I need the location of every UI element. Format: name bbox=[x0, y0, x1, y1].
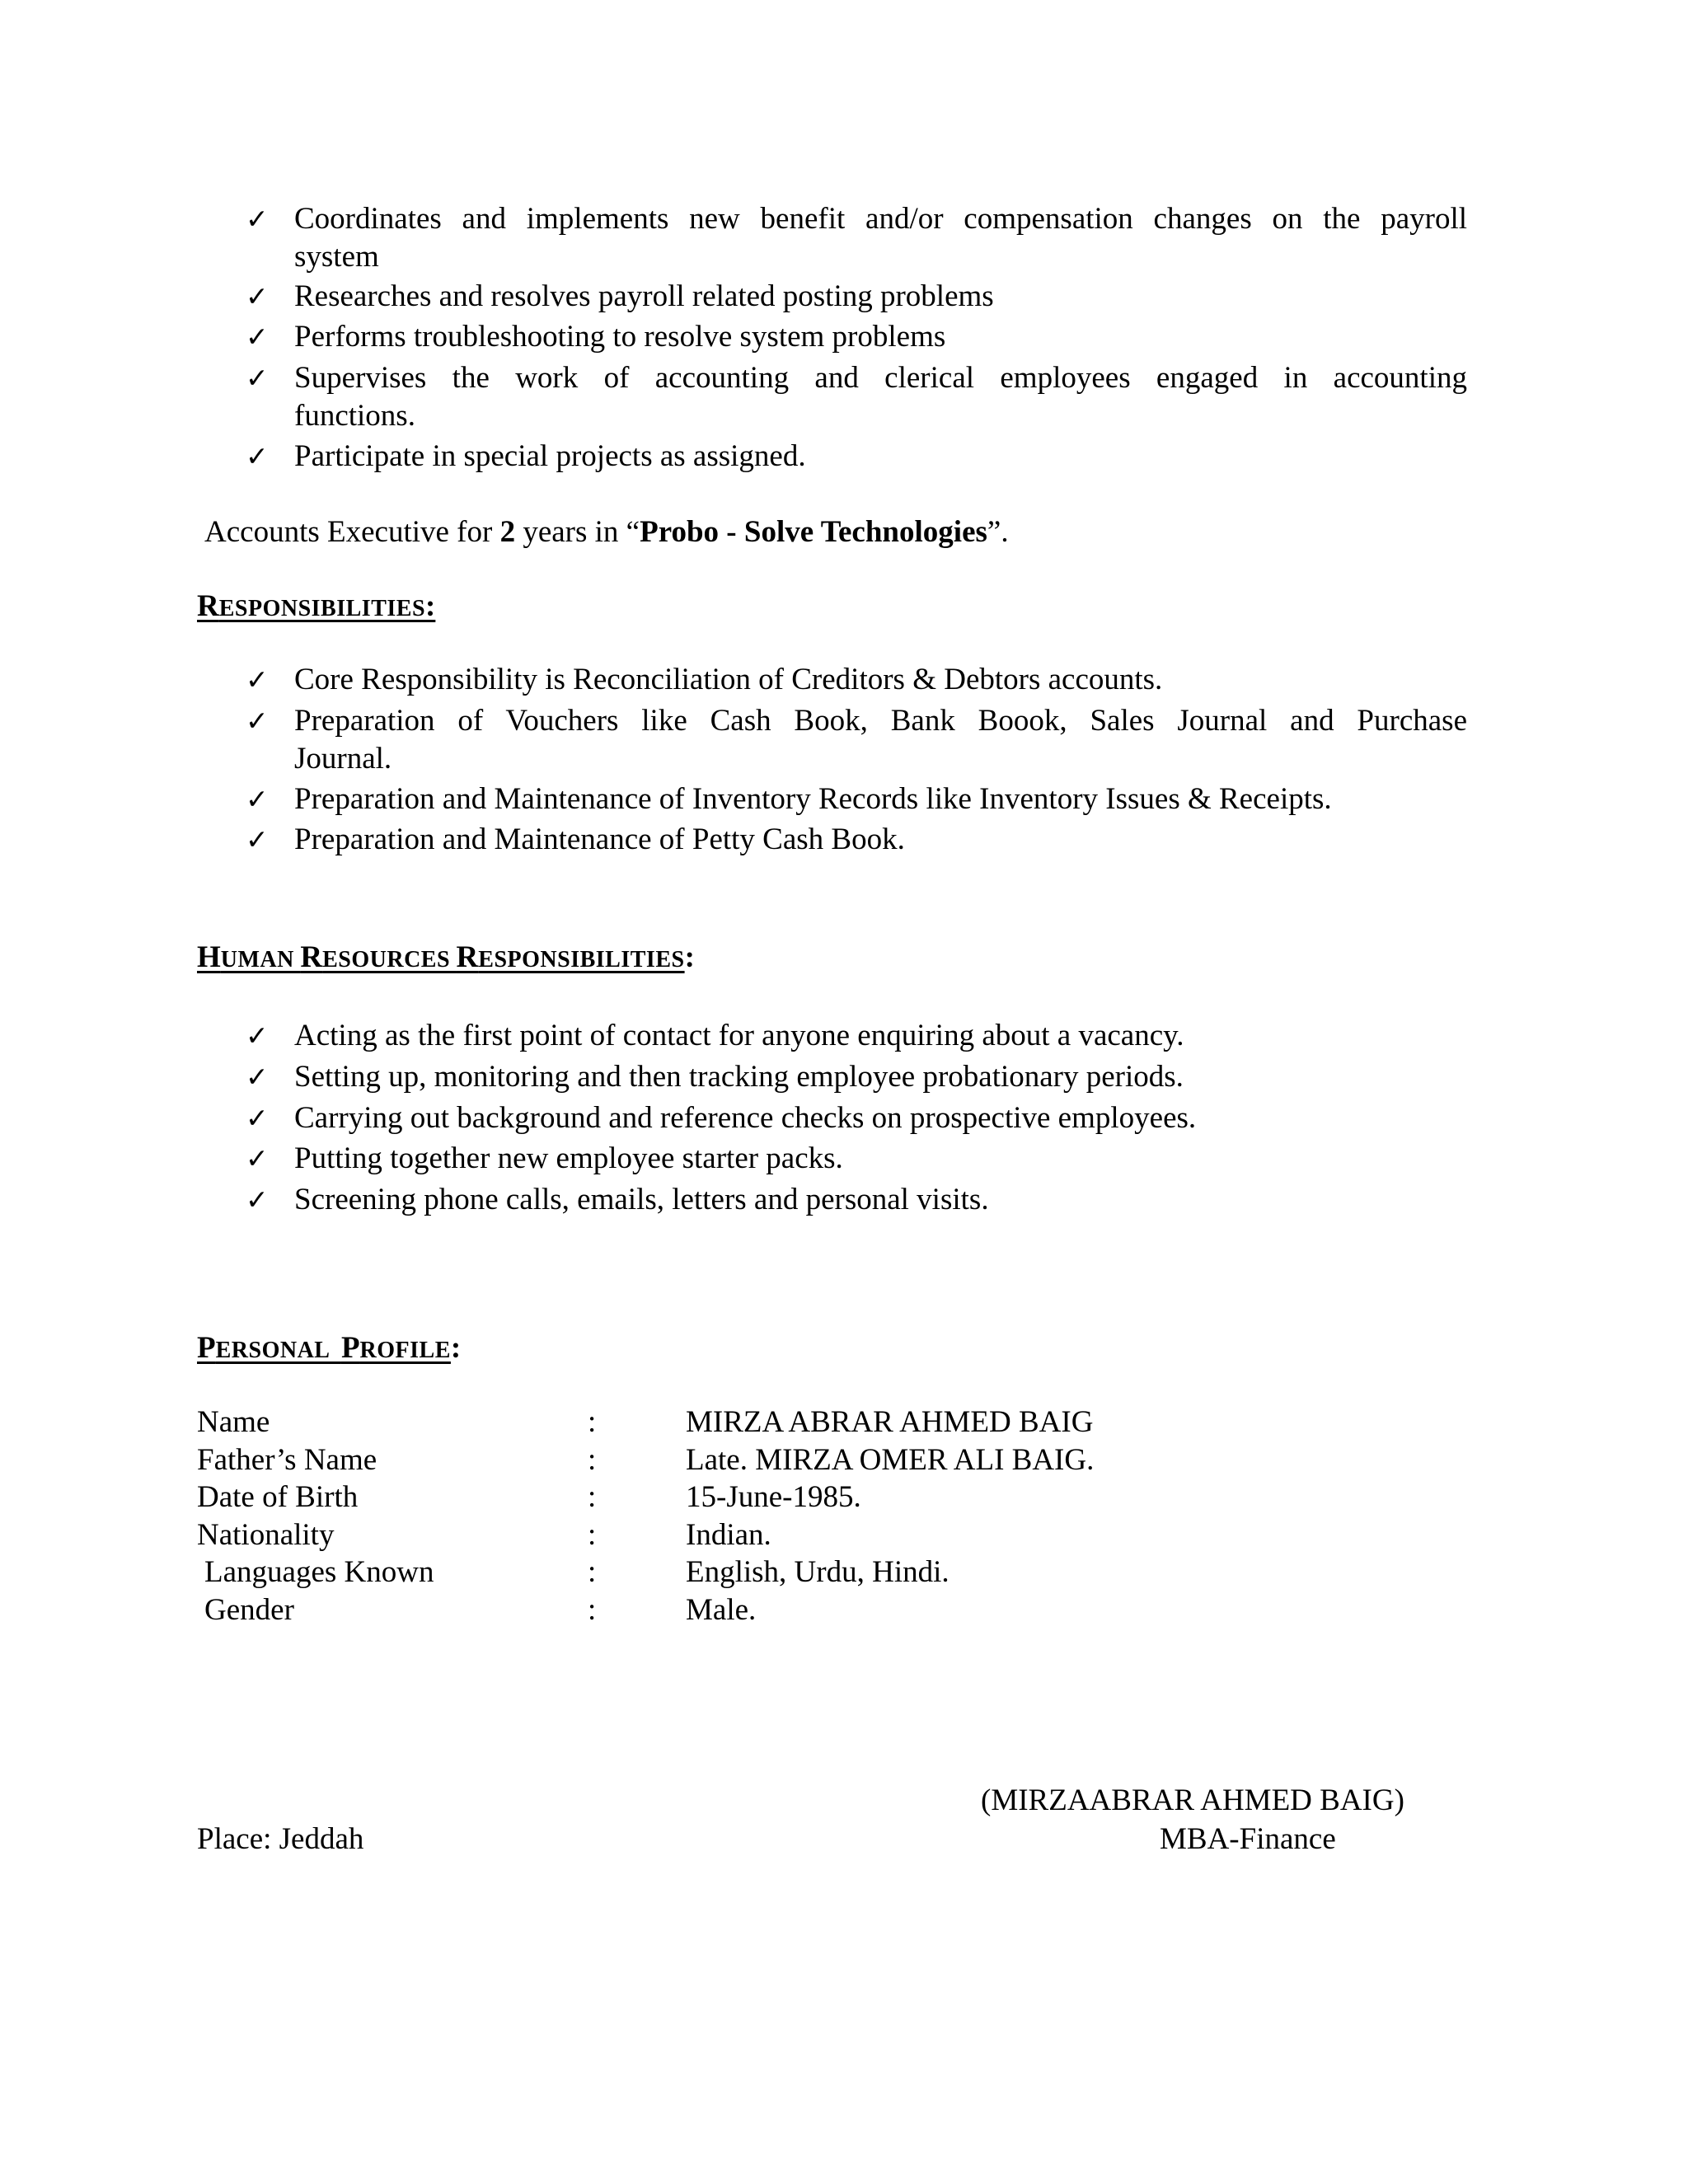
checkmark-icon: ✓ bbox=[246, 1183, 269, 1216]
profile-separator: : bbox=[588, 1593, 597, 1627]
list-item: Preparation and Maintenance of Petty Cash Book. bbox=[294, 823, 905, 856]
checkmark-icon: ✓ bbox=[246, 783, 269, 815]
profile-label-languages: Languages Known bbox=[204, 1555, 434, 1589]
profile-separator: : bbox=[588, 1405, 597, 1439]
list-item: Performs troubleshooting to resolve system problems bbox=[294, 320, 946, 354]
checkmark-icon: ✓ bbox=[246, 440, 269, 472]
checkmark-icon: ✓ bbox=[246, 203, 269, 235]
checkmark-icon: ✓ bbox=[246, 1019, 269, 1052]
list-item-continuation: system bbox=[294, 240, 379, 274]
profile-separator: : bbox=[588, 1555, 597, 1589]
personal-profile-heading: PERSONAL PROFILE: bbox=[197, 1331, 462, 1365]
list-item: Preparation of Vouchers like Cash Book, Bank Boook, Sales Journal and Purchase bbox=[294, 704, 1467, 738]
profile-value-date-of-birth: 15-June-1985. bbox=[686, 1480, 861, 1514]
list-item: Setting up, monitoring and then tracking employee probationary periods. bbox=[294, 1060, 1184, 1094]
profile-separator: : bbox=[588, 1480, 597, 1514]
list-item: Participate in special projects as assigned. bbox=[294, 439, 806, 473]
profile-label-date-of-birth: Date of Birth bbox=[197, 1480, 359, 1514]
degree: MBA-Finance bbox=[1160, 1822, 1336, 1856]
profile-label-nationality: Nationality bbox=[197, 1518, 335, 1552]
years-value: 2 bbox=[499, 515, 516, 549]
list-item: Carrying out background and reference checks on prospective employees. bbox=[294, 1101, 1197, 1135]
signature-name: (MIRZAABRAR AHMED BAIG) bbox=[981, 1783, 1404, 1817]
profile-separator: : bbox=[588, 1518, 597, 1552]
profile-value-languages: English, Urdu, Hindi. bbox=[686, 1555, 950, 1589]
profile-value-gender: Male. bbox=[686, 1593, 757, 1627]
list-item: Researches and resolves payroll related posting problems bbox=[294, 279, 994, 313]
list-item: Acting as the first point of contact for anyone enquiring about a vacancy. bbox=[294, 1019, 1184, 1052]
profile-value-fathers-name: Late. MIRZA OMER ALI BAIG. bbox=[686, 1443, 1095, 1477]
profile-label-gender: Gender bbox=[204, 1593, 294, 1627]
checkmark-icon: ✓ bbox=[246, 321, 269, 353]
job-summary: Accounts Executive for 2 years in “Probo - Solve Technologies”. bbox=[204, 515, 1009, 549]
list-item: Coordinates and implements new benefit and/or compensation changes on the payroll bbox=[294, 202, 1467, 236]
checkmark-icon: ✓ bbox=[246, 705, 269, 737]
list-item: Supervises the work of accounting and clerical employees engaged in accounting bbox=[294, 361, 1467, 395]
place: Place: Jeddah bbox=[197, 1822, 364, 1856]
checkmark-icon: ✓ bbox=[246, 280, 269, 312]
profile-value-name: MIRZA ABRAR AHMED BAIG bbox=[686, 1405, 1094, 1439]
list-item-continuation: functions. bbox=[294, 399, 415, 433]
list-item: Core Responsibility is Reconciliation of Creditors & Debtors accounts. bbox=[294, 663, 1163, 696]
profile-separator: : bbox=[588, 1443, 597, 1477]
responsibilities-heading: RESPONSIBILITIES: bbox=[197, 589, 436, 623]
checkmark-icon: ✓ bbox=[246, 1061, 269, 1093]
company-name: Probo - Solve Technologies bbox=[640, 515, 987, 549]
checkmark-icon: ✓ bbox=[246, 1142, 269, 1174]
list-item: Preparation and Maintenance of Inventory Records like Inventory Issues & Receipts. bbox=[294, 782, 1332, 816]
checkmark-icon: ✓ bbox=[246, 823, 269, 855]
list-item: Putting together new employee starter packs. bbox=[294, 1141, 843, 1175]
checkmark-icon: ✓ bbox=[246, 663, 269, 696]
list-item-continuation: Journal. bbox=[294, 742, 392, 776]
checkmark-icon: ✓ bbox=[246, 362, 269, 394]
profile-label-fathers-name: Father’s Name bbox=[197, 1443, 377, 1477]
list-item: Screening phone calls, emails, letters and personal visits. bbox=[294, 1183, 989, 1216]
hr-responsibilities-heading: HUMAN RESOURCES RESPONSIBILITIES: bbox=[197, 940, 695, 974]
profile-value-nationality: Indian. bbox=[686, 1518, 771, 1552]
checkmark-icon: ✓ bbox=[246, 1102, 269, 1134]
profile-label-name: Name bbox=[197, 1405, 270, 1439]
